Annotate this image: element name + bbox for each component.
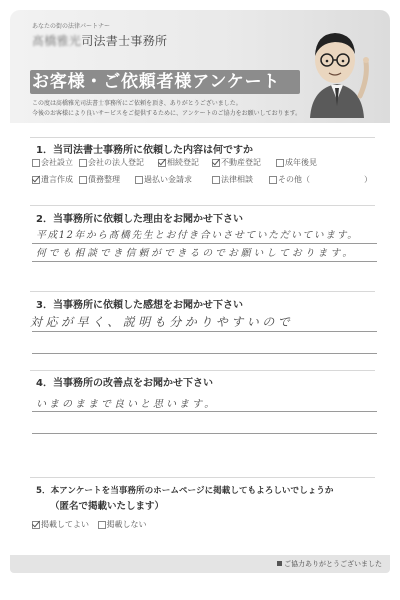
tagline: あなたの街の法律パートナー bbox=[32, 23, 111, 30]
q3-title: 3．当事務所に依頼した感想をお聞かせ下さい bbox=[36, 300, 243, 311]
q1-option-overpayment-claim[interactable]: 過払い金請求 bbox=[135, 174, 192, 185]
q1-title: 1．当司法書士事務所に依頼した内容は何ですか bbox=[36, 145, 253, 156]
section-divider bbox=[30, 291, 375, 292]
answer-line bbox=[32, 433, 377, 434]
section-divider bbox=[30, 137, 375, 138]
q5-option-allow[interactable]: 掲載してよい bbox=[32, 519, 89, 530]
intro-line-2: 今後のお客様により良いサービスをご提供するために、アンケートのご協力をお願いしております。 bbox=[32, 110, 302, 117]
checkbox-checked[interactable] bbox=[212, 159, 220, 167]
survey-title: お客様・ご依頼者様アンケート bbox=[30, 70, 300, 94]
q1-other-paren-close: ） bbox=[364, 175, 372, 184]
answer-line bbox=[32, 331, 377, 332]
q1-option-inheritance-registration[interactable]: 相続登記 bbox=[158, 157, 199, 168]
checkbox[interactable] bbox=[98, 521, 106, 529]
checkbox-checked[interactable] bbox=[32, 176, 40, 184]
checkbox[interactable] bbox=[32, 159, 40, 167]
lawyer-mascot-illustration bbox=[302, 18, 372, 118]
q2-title: 2．当事務所に依頼した理由をお聞かせ下さい bbox=[36, 214, 243, 225]
checkbox-checked[interactable] bbox=[158, 159, 166, 167]
section-divider bbox=[30, 205, 375, 206]
answer-line bbox=[32, 243, 377, 244]
q1-option-legal-consultation[interactable]: 法律相談 bbox=[212, 174, 253, 185]
q5-title-line-2: （匿名で掲載いたします） bbox=[50, 501, 165, 512]
answer-line bbox=[32, 261, 377, 262]
checkbox[interactable] bbox=[276, 159, 284, 167]
section-divider bbox=[30, 477, 375, 478]
section-divider bbox=[30, 370, 375, 371]
checkbox[interactable] bbox=[79, 159, 87, 167]
checkbox-checked[interactable] bbox=[32, 521, 40, 529]
q1-option-debt-consolidation[interactable]: 債務整理 bbox=[79, 174, 120, 185]
office-name-text: 司法書士事務所 bbox=[81, 34, 168, 48]
q1-option-other[interactable]: その他（ bbox=[269, 174, 310, 185]
square-bullet-icon bbox=[277, 561, 282, 566]
checkbox[interactable] bbox=[79, 176, 87, 184]
checkbox[interactable] bbox=[135, 176, 143, 184]
q5-option-deny[interactable]: 掲載しない bbox=[98, 519, 147, 530]
office-name bbox=[32, 32, 167, 49]
q1-options bbox=[32, 157, 377, 187]
q2-answer-line-2: 何でも相談でき信頼ができるのでお願いしております。 bbox=[36, 248, 356, 259]
q1-option-company-setup[interactable]: 会社設立 bbox=[32, 157, 73, 168]
q3-answer-line-1: 対応が早く、説明も分かりやすいので bbox=[30, 315, 294, 329]
q5-title-line-1: 5．本アンケートを当事務所のホームページに掲載してもよろしいでしょうか bbox=[36, 486, 334, 496]
q4-answer-line-1: いまのままで良いと思います。 bbox=[36, 399, 218, 410]
office-name-masked: 髙橋雅光 bbox=[32, 34, 82, 48]
q1-option-guardianship[interactable]: 成年後見 bbox=[276, 157, 317, 168]
intro-line-1: この度は髙橋雅光司法書士事務所にご依頼を頂き、ありがとうございました。 bbox=[32, 100, 242, 107]
checkbox[interactable] bbox=[269, 176, 277, 184]
answer-line bbox=[32, 353, 377, 354]
q2-answer-line-1: 平成12年から髙橋先生とお付き合いさせていただいています。 bbox=[36, 230, 359, 241]
q4-title: 4．当事務所の改善点をお聞かせ下さい bbox=[36, 378, 213, 389]
header-banner bbox=[10, 10, 390, 123]
intro-text bbox=[32, 99, 301, 119]
thanks-message: ご協力ありがとうございました bbox=[277, 559, 382, 569]
checkbox[interactable] bbox=[212, 176, 220, 184]
q5-options bbox=[32, 519, 153, 531]
q1-option-real-estate-registration[interactable]: 不動産登記 bbox=[212, 157, 261, 168]
q1-option-will[interactable]: 遺言作成 bbox=[32, 174, 73, 185]
footer-bar bbox=[10, 555, 390, 573]
q1-option-corporate-registration[interactable]: 会社の法人登記 bbox=[79, 157, 144, 168]
answer-line bbox=[32, 411, 377, 412]
